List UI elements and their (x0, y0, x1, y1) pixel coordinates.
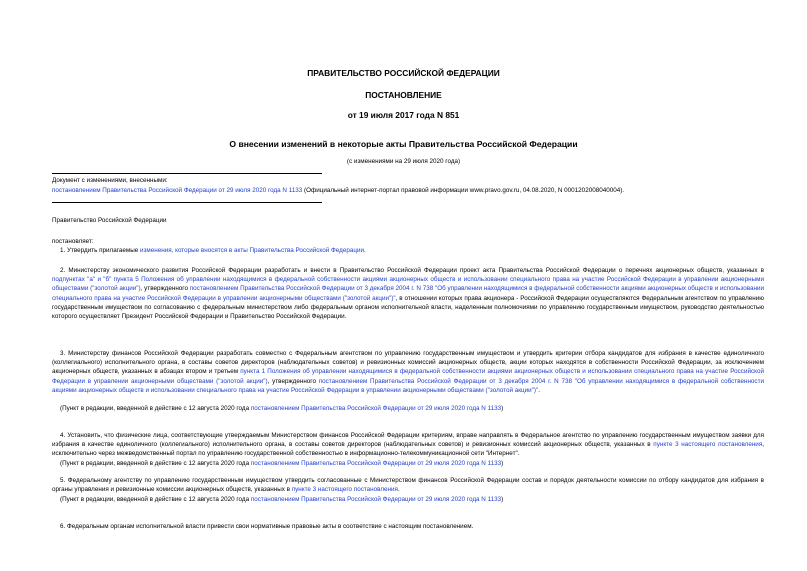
divider-bottom (52, 202, 322, 203)
note5-link[interactable]: постановлением Правительства Российской Федерации от 29 июля 2020 года N 1133 (250, 496, 502, 503)
changes-label: Документ с изменениями, внесенными: (52, 177, 168, 184)
document-date: от 19 июля 2017 года N 851 (347, 110, 460, 120)
paragraph-4 (52, 431, 764, 459)
p3-link-decree[interactable]: постановлением Правительства Российской Федерации от 3 декабря 2004 г. N 738 "Об управлении находящимися в федеральной собственности акциями акционерных обществ и использовании специального права на участие Российской Федерации в управлении акционерными обществами ("золотой акции")" (52, 377, 764, 394)
p2-text-2: , утвержденного (140, 285, 190, 293)
note4-end: ) (501, 460, 504, 467)
issuer: Правительство Российской Федерации (52, 217, 167, 224)
paragraph-5 (52, 476, 764, 494)
note4-text: (Пункт в редакции, введенной в действие с 12 августа 2020 года (60, 460, 251, 467)
p5-end: . (397, 486, 400, 494)
p4-text-2: , исключительно через межведомственный портал по управлению государственной собственностью в информационно-телекоммуникационной сети "Интернет". (52, 441, 764, 458)
p4-link[interactable]: пункте 3 настоящего постановления (653, 441, 763, 449)
note3-text: (Пункт в редакции, введенной в действие с 12 августа 2020 года (60, 405, 251, 412)
p3-link-regulation[interactable]: пункта 1 Положения об управлении находящимися в федеральной собственности акциями акционерных обществ и использовании специального права на участие Российской Федерации в управлении акционерными обществами ("золотой акции") (52, 368, 764, 385)
p1-link[interactable]: изменения, которые вносятся в акты Правительства Российской Федерации (140, 247, 364, 254)
paragraph-2 (52, 266, 764, 321)
document-type: ПОСТАНОВЛЕНИЕ (365, 90, 442, 100)
divider-top (52, 173, 322, 174)
p2-link-decree[interactable]: постановлением Правительства Российской Федерации от 3 декабря 2004 г. N 738 "Об управлении находящимися в федеральной собственности акциями акционерных обществ и использовании специального права на участие Российской Федерации в управлении акционерными обществами ("золотой акции")" (52, 285, 764, 302)
changes-line (52, 186, 762, 195)
government-heading: ПРАВИТЕЛЬСТВО РОССИЙСКОЙ ФЕДЕРАЦИИ (307, 68, 500, 78)
paragraph-6: 6. Федеральным органам исполнительной власти привести свои нормативные правовые акты в соответствие с настоящим постановлением. (60, 523, 474, 530)
note-4 (52, 459, 764, 468)
p1-end: . (363, 247, 366, 254)
p5-text: 5. Федеральному агентству по управлению государственным имуществом утвердить согласованные с Министерством финансов Российской Федерации состав и порядок деятельности комиссии по отбору кандидатов для избрания в органы управления и ревизионные комиссии акционерных обществ, указанных в (52, 477, 764, 494)
p5-link[interactable]: пункте 3 настоящего постановления (291, 486, 398, 494)
note5-text: (Пункт в редакции, введенной в действие с 12 августа 2020 года (60, 496, 251, 503)
note4-link[interactable]: постановлением Правительства Российской Федерации от 29 июля 2020 года N 1133 (250, 460, 502, 467)
p3-end: . (538, 386, 540, 394)
p3-text: 3. Министерству финансов Российской Федерации разработать совместно с Федеральным агентством по управлению государственным имуществом и утвердить критерии отбора кандидатов для избрания в качестве единоличного (коллегиального) исполнительного органа, в составы советов директоров (наблюдательных советов) и ревизионных комиссий акционерных обществ, акции которых находятся в собственности Российской Федерации, за исключением акционерных обществ, указанных в абзацах втором и третьем (52, 350, 764, 376)
p2-link-regulation[interactable]: подпунктах "а" и "б" пункта 5 Положения об управлении находящимися в федеральной собственности акциями акционерных обществ и использовании специального права на участие Российской Федерации в управлении акционерными обществами ("золотой акции") (52, 276, 764, 293)
note-3 (52, 404, 764, 413)
p2-text-3: , в отношении которых права акционера - Российской Федерации осуществляются Федеральным агентством по управлению государственным имуществом по согласованию с федеральным министерством либо федеральным органом исполнительной власти, наделенным полномочиями по управлению государственным имуществом, руководство деятельностью которого осуществляет Президент Российской Федерации и Правительство Российской Федерации. (52, 294, 764, 321)
revision-note: (с изменениями на 29 июля 2020 года) (346, 158, 461, 165)
note5-end: ) (501, 496, 504, 503)
paragraph-3 (52, 349, 764, 395)
p3-text-2: , утвержденного (267, 377, 319, 385)
amendment-link[interactable]: постановлением Правительства Российской Федерации от 29 июля 2020 года N 1133 (52, 187, 303, 194)
p4-text: 4. Установить, что физические лица, соответствующие утверждаемым Министерством финансов Российской Федерации критериям, вправе направлять в Федеральное агентство по управлению государственным имуществом заявки для избрания в качестве единоличного (коллегиального) исполнительного органа, в составы советов директоров (наблюдательных советов) и ревизионных комиссий акционерных обществ, указанных в (52, 432, 764, 449)
note3-link[interactable]: постановлением Правительства Российской Федерации от 29 июля 2020 года N 1133 (250, 405, 502, 412)
decides: постановляет: (52, 238, 94, 245)
p2-text: 2. Министерству экономического развития Российской Федерации разработать и внести в Правительство Российской Федерации проект акта Правительства Российской Федерации о перечнях акционерных обществ, указанных в (60, 267, 764, 274)
paragraph-1 (52, 246, 764, 255)
document-title: О внесении изменений в некоторые акты Правительства Российской Федерации (229, 139, 578, 149)
changes-source: (Официальный интернет-портал правовой информации www.pravo.gov.ru, 04.08.2020, N 0001202008040004). (302, 187, 625, 194)
note-5 (52, 495, 764, 504)
note3-end: ) (501, 405, 504, 412)
p1-text: 1. Утвердить прилагаемые (60, 247, 140, 254)
